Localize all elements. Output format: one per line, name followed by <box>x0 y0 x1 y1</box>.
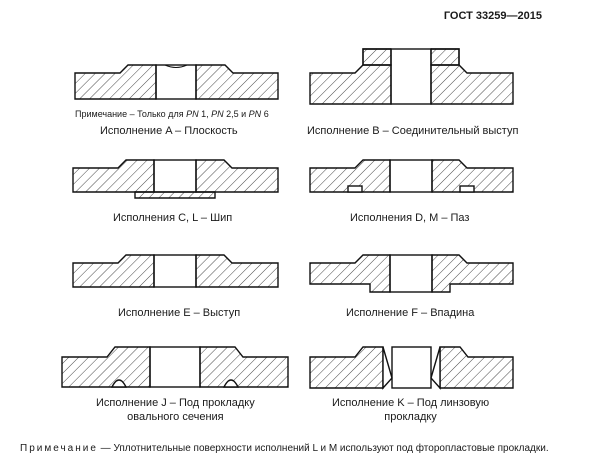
caption-k <box>332 396 489 424</box>
bottom-note-label: Примечание <box>20 443 98 454</box>
caption-f: Исполнение F – Впадина <box>346 307 475 319</box>
caption-j-line1: Исполнение J – Под прокладку <box>96 397 255 409</box>
pn-value: 2,5 и <box>223 109 249 119</box>
standard-number: ГОСТ 33259—2015 <box>443 10 542 22</box>
bottom-note <box>20 442 570 455</box>
caption-b: Исполнение B – Соединительный выступ <box>307 125 519 137</box>
caption-j-line2: овального сечения <box>127 411 224 423</box>
flange-b-drawing <box>310 49 513 104</box>
flange-f-drawing <box>310 255 513 292</box>
pn-label: PN <box>248 109 262 119</box>
caption-j <box>96 396 255 424</box>
flange-j-drawing <box>62 347 288 387</box>
caption-a: Исполнение A – Плоскость <box>100 125 238 137</box>
flange-a-drawing <box>75 65 278 99</box>
note-pn-only <box>75 109 269 119</box>
caption-d: Исполнения D, M – Паз <box>350 212 470 224</box>
caption-e: Исполнение E – Выступ <box>118 307 241 319</box>
caption-c: Исполнения C, L – Шип <box>113 212 233 224</box>
note-prefix: Примечание – Только для <box>75 109 187 119</box>
flange-c-drawing <box>73 160 278 198</box>
caption-k-line1: Исполнение K – Под линзовую <box>332 397 490 409</box>
pn-label: PN <box>186 109 199 119</box>
pn-label: PN <box>211 109 224 119</box>
pn-value: 6 <box>261 109 269 119</box>
caption-k-line2: прокладку <box>384 411 437 423</box>
pn-value: 1, <box>198 109 212 119</box>
flange-k-drawing <box>310 347 513 388</box>
flange-d-drawing <box>310 160 513 192</box>
flange-e-drawing <box>73 255 278 287</box>
bottom-note-text: — Уплотнительные поверхности исполнений L и M используют под фторопластовые прокладки. <box>97 443 549 454</box>
